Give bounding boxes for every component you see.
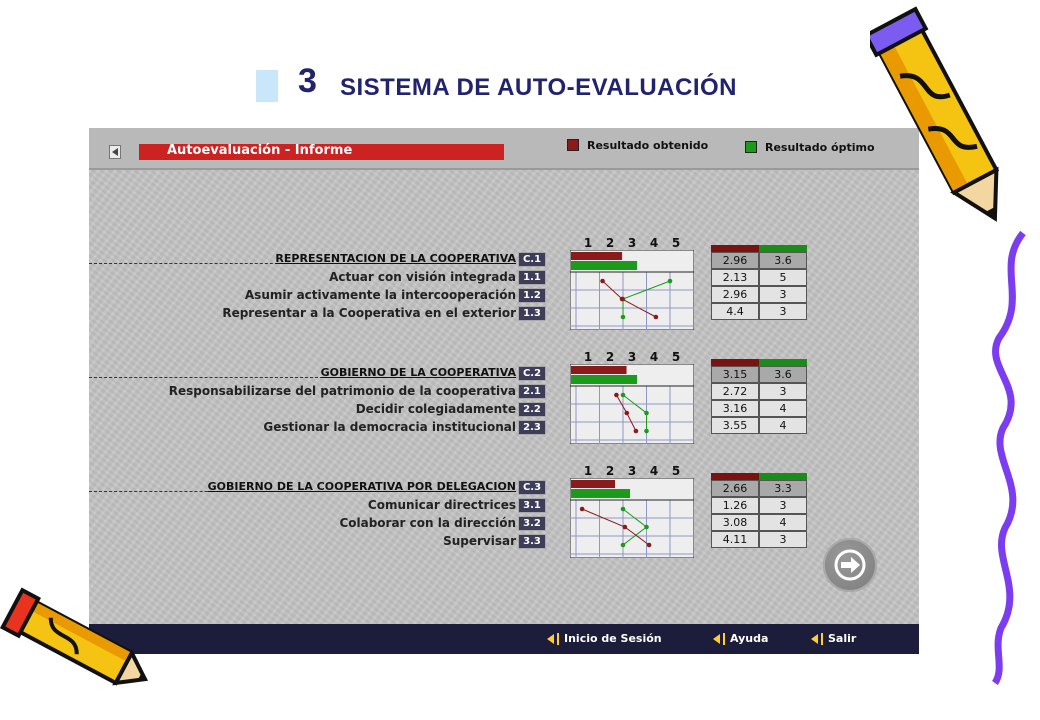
profile-chart-svg — [570, 250, 694, 330]
scale-number: 4 — [649, 464, 659, 478]
bar-obtained — [571, 252, 622, 260]
score-obtained: 2.66 — [711, 480, 759, 497]
legend-obtained-label: Resultado obtenido — [587, 138, 709, 152]
scale-number: 5 — [671, 464, 681, 478]
bar-optimum — [571, 261, 637, 270]
optimum-column-color — [759, 359, 807, 366]
bar-optimum — [571, 375, 637, 384]
left-triangle-icon — [811, 634, 818, 644]
header-title: Autoevaluación - Informe — [167, 143, 353, 158]
scale-number: 1 — [583, 236, 593, 250]
profile-chart — [570, 478, 694, 558]
title-bullet — [256, 70, 278, 102]
score-row — [711, 514, 807, 531]
item-code[interactable]: 3.2 — [518, 516, 546, 531]
score-optimum: 3.3 — [759, 480, 807, 497]
score-row — [711, 400, 807, 417]
scale-number: 3 — [627, 236, 637, 250]
footer-bar — [89, 624, 919, 654]
score-obtained: 1.26 — [711, 497, 759, 514]
legend-optimum — [745, 138, 875, 156]
score-optimum: 3 — [759, 383, 807, 400]
score-table-header — [711, 359, 807, 366]
scale-number: 5 — [671, 350, 681, 364]
home-link[interactable] — [547, 632, 662, 645]
help-link-label: Ayuda — [730, 632, 769, 645]
line-optimum-point — [644, 411, 649, 416]
line-optimum-point — [621, 315, 626, 320]
scale-number: 1 — [583, 464, 593, 478]
score-optimum: 3 — [759, 286, 807, 303]
section-1 — [89, 236, 919, 346]
score-obtained: 4.11 — [711, 531, 759, 548]
profile-chart-svg — [570, 364, 694, 444]
line-obtained-point — [620, 297, 625, 302]
score-table — [711, 245, 807, 320]
score-table — [711, 359, 807, 434]
divider — [557, 633, 559, 645]
line-optimum-point — [644, 429, 649, 434]
item-code[interactable]: 3.3 — [518, 534, 546, 549]
item-label: Representar a la Cooperativa en el exterior — [222, 306, 516, 320]
item-label: Actuar con visión integrada — [329, 270, 516, 284]
scale-number: 2 — [605, 464, 615, 478]
left-triangle-icon — [547, 634, 554, 644]
obtained-column-color — [711, 359, 759, 366]
score-obtained: 3.08 — [711, 514, 759, 531]
score-table — [711, 473, 807, 548]
bar-optimum — [571, 489, 630, 498]
scale-numbers — [571, 464, 701, 478]
divider — [821, 633, 823, 645]
scale-number: 5 — [671, 236, 681, 250]
item-code[interactable]: 1.1 — [518, 270, 546, 285]
item-code[interactable]: 1.2 — [518, 288, 546, 303]
pencil-icon — [870, 0, 1020, 235]
score-obtained: 3.55 — [711, 417, 759, 434]
score-obtained: 2.72 — [711, 383, 759, 400]
item-code[interactable]: 2.2 — [518, 402, 546, 417]
line-obtained-point — [647, 543, 652, 548]
legend-optimum-swatch — [745, 141, 757, 153]
score-row — [711, 497, 807, 514]
score-table-header — [711, 473, 807, 480]
optimum-column-color — [759, 473, 807, 480]
app-header — [89, 128, 919, 170]
score-obtained: 2.13 — [711, 269, 759, 286]
score-obtained: 3.15 — [711, 366, 759, 383]
item-label: Asumir activamente la intercooperación — [244, 288, 516, 302]
section-code[interactable]: C.2 — [518, 366, 546, 381]
score-row — [711, 286, 807, 303]
next-button[interactable] — [823, 538, 877, 592]
line-obtained-point — [654, 315, 659, 320]
app-window — [89, 128, 919, 654]
line-obtained-point — [600, 279, 605, 284]
item-code[interactable]: 1.3 — [518, 306, 546, 321]
line-optimum-point — [621, 507, 626, 512]
item-label: Gestionar la democracia institucional — [263, 420, 516, 434]
section-header-label: GOBIERNO DE LA COOPERATIVA POR DELEGACION — [207, 480, 516, 493]
item-code[interactable]: 2.3 — [518, 420, 546, 435]
item-label: Colaborar con la dirección — [339, 516, 516, 530]
scale-number: 2 — [605, 236, 615, 250]
home-link-label: Inicio de Sesión — [564, 632, 662, 645]
profile-chart — [570, 364, 694, 444]
exit-link[interactable] — [811, 632, 856, 645]
pencil-icon — [0, 580, 160, 715]
optimum-column-color — [759, 245, 807, 252]
item-label: Comunicar directrices — [367, 498, 516, 512]
item-code[interactable]: 3.1 — [518, 498, 546, 513]
section-2 — [89, 350, 919, 460]
legend-obtained-swatch — [567, 139, 579, 151]
obtained-column-color — [711, 473, 759, 480]
section-3 — [89, 464, 919, 574]
score-optimum: 5 — [759, 269, 807, 286]
scale-number: 1 — [583, 350, 593, 364]
section-header-label: GOBIERNO DE LA COOPERATIVA — [320, 366, 516, 379]
line-obtained-point — [623, 525, 628, 530]
scale-number: 2 — [605, 350, 615, 364]
scale-numbers — [571, 236, 701, 250]
section-code[interactable]: C.1 — [518, 252, 546, 267]
line-obtained-point — [580, 507, 585, 512]
score-row — [711, 531, 807, 548]
profile-chart-svg — [570, 478, 694, 558]
score-obtained: 2.96 — [711, 252, 759, 269]
score-optimum: 3 — [759, 531, 807, 548]
scale-number: 3 — [627, 464, 637, 478]
exit-link-label: Salir — [828, 632, 857, 645]
slide-title: SISTEMA DE AUTO-EVALUACIÓN — [340, 74, 738, 101]
score-obtained: 3.16 — [711, 400, 759, 417]
item-label: Responsabilizarse del patrimonio de la cooperativa — [168, 384, 516, 398]
item-code[interactable]: 2.1 — [518, 384, 546, 399]
scale-number: 4 — [649, 236, 659, 250]
line-optimum-point — [668, 279, 673, 284]
obtained-column-color — [711, 245, 759, 252]
item-label: Decidir colegiadamente — [355, 402, 516, 416]
score-row — [711, 366, 807, 383]
section-code[interactable]: C.3 — [518, 480, 546, 495]
slide-number: 3 — [298, 62, 317, 100]
line-optimum-point — [621, 543, 626, 548]
line-obtained-point — [614, 393, 619, 398]
bar-obtained — [571, 366, 627, 374]
score-optimum: 3 — [759, 303, 807, 320]
item-label: Supervisar — [443, 534, 516, 548]
squiggle-decoration — [985, 228, 1035, 688]
scale-number: 4 — [649, 350, 659, 364]
score-optimum: 4 — [759, 400, 807, 417]
line-obtained-point — [634, 429, 639, 434]
section-header-label: REPRESENTACION DE LA COOPERATIVA — [275, 252, 516, 265]
score-optimum: 3.6 — [759, 366, 807, 383]
score-optimum: 3.6 — [759, 252, 807, 269]
legend-obtained — [567, 136, 708, 154]
score-row — [711, 383, 807, 400]
left-triangle-icon — [713, 634, 720, 644]
score-row — [711, 269, 807, 286]
score-optimum: 4 — [759, 417, 807, 434]
score-table-header — [711, 245, 807, 252]
back-button[interactable] — [109, 145, 121, 159]
score-optimum: 3 — [759, 497, 807, 514]
scale-number: 3 — [627, 350, 637, 364]
next-arrow-icon — [833, 548, 867, 582]
divider — [723, 633, 725, 645]
line-optimum-point — [621, 393, 626, 398]
score-obtained: 2.96 — [711, 286, 759, 303]
help-link[interactable] — [713, 632, 768, 645]
score-row — [711, 480, 807, 497]
score-row — [711, 303, 807, 320]
score-row — [711, 417, 807, 434]
scale-numbers — [571, 350, 701, 364]
line-obtained-point — [624, 411, 629, 416]
score-optimum: 4 — [759, 514, 807, 531]
profile-chart — [570, 250, 694, 330]
score-obtained: 4.4 — [711, 303, 759, 320]
bar-obtained — [571, 480, 615, 488]
score-row — [711, 252, 807, 269]
legend-optimum-label: Resultado óptimo — [765, 140, 875, 154]
line-optimum-point — [644, 525, 649, 530]
